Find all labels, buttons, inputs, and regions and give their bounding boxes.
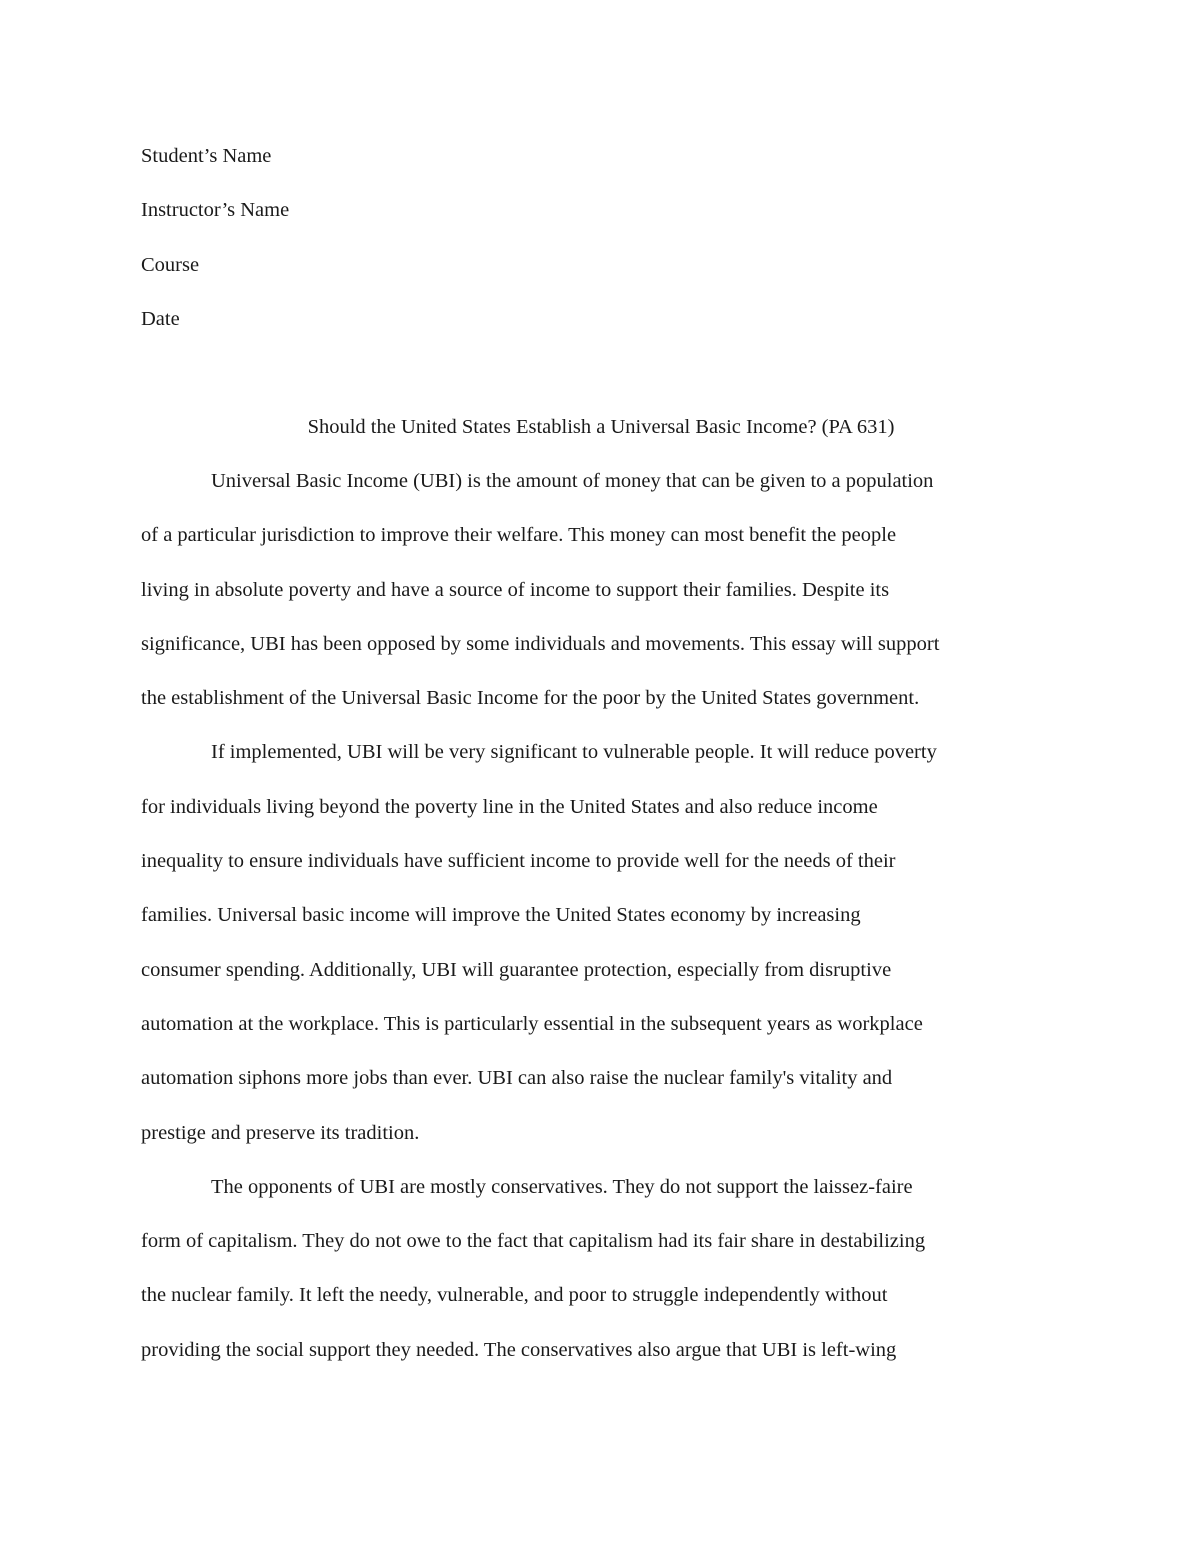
student-name: Student’s Name (141, 145, 272, 167)
paragraph-2-line-7: automation siphons more jobs than ever. UBI can also raise the nuclear family's vitality and (141, 1067, 893, 1090)
paragraph-3-line-2: form of capitalism. They do not owe to the fact that capitalism had its fair share in destabilizing (141, 1230, 926, 1253)
paragraph-2-line-6: automation at the workplace. This is particularly essential in the subsequent years as workplace (141, 1012, 923, 1035)
paragraph-3-line-4: providing the social support they needed. The conservatives also argue that UBI is left-wing (141, 1338, 897, 1361)
paragraph-2-line-2: for individuals living beyond the poverty line in the United States and also reduce income (141, 795, 878, 818)
paragraph-2-line-5: consumer spending. Additionally, UBI will guarantee protection, especially from disruptive (141, 958, 892, 981)
mla-header (141, 140, 1061, 357)
paragraph-1-line-1: Universal Basic Income (UBI) is the amount of money that can be given to a population (211, 470, 934, 492)
essay-body (141, 465, 1061, 1388)
paragraph-1-line-5: the establishment of the Universal Basic Income for the poor by the United States government. (141, 687, 920, 710)
paragraph-2-line-1: If implemented, UBI will be very significant to vulnerable people. It will reduce poverty (211, 741, 937, 764)
instructor-name: Instructor’s Name (141, 199, 290, 222)
essay-title: Should the United States Establish a Universal Basic Income? (PA 631) (307, 416, 895, 438)
paragraph-1-line-4: significance, UBI has been opposed by some individuals and movements. This essay will support (141, 632, 940, 655)
paragraph-3-line-3: the nuclear family. It left the needy, vulnerable, and poor to struggle independently without (141, 1284, 888, 1307)
paragraph-1-line-3: living in absolute poverty and have a source of income to support their families. Despite its (141, 578, 890, 601)
paragraph-2-line-8: prestige and preserve its tradition. (141, 1121, 420, 1144)
date: Date (141, 307, 180, 330)
paragraph-2-line-3: inequality to ensure individuals have sufficient income to provide well for the needs of their (141, 850, 896, 873)
paragraph-1-line-2: of a particular jurisdiction to improve their welfare. This money can most benefit the people (141, 524, 897, 547)
paragraph-3-line-1: The opponents of UBI are mostly conservatives. They do not support the laissez-faire (211, 1175, 913, 1198)
course-name: Course (141, 253, 200, 276)
paragraph-2-line-4: families. Universal basic income will improve the United States economy by increasing (141, 904, 861, 927)
